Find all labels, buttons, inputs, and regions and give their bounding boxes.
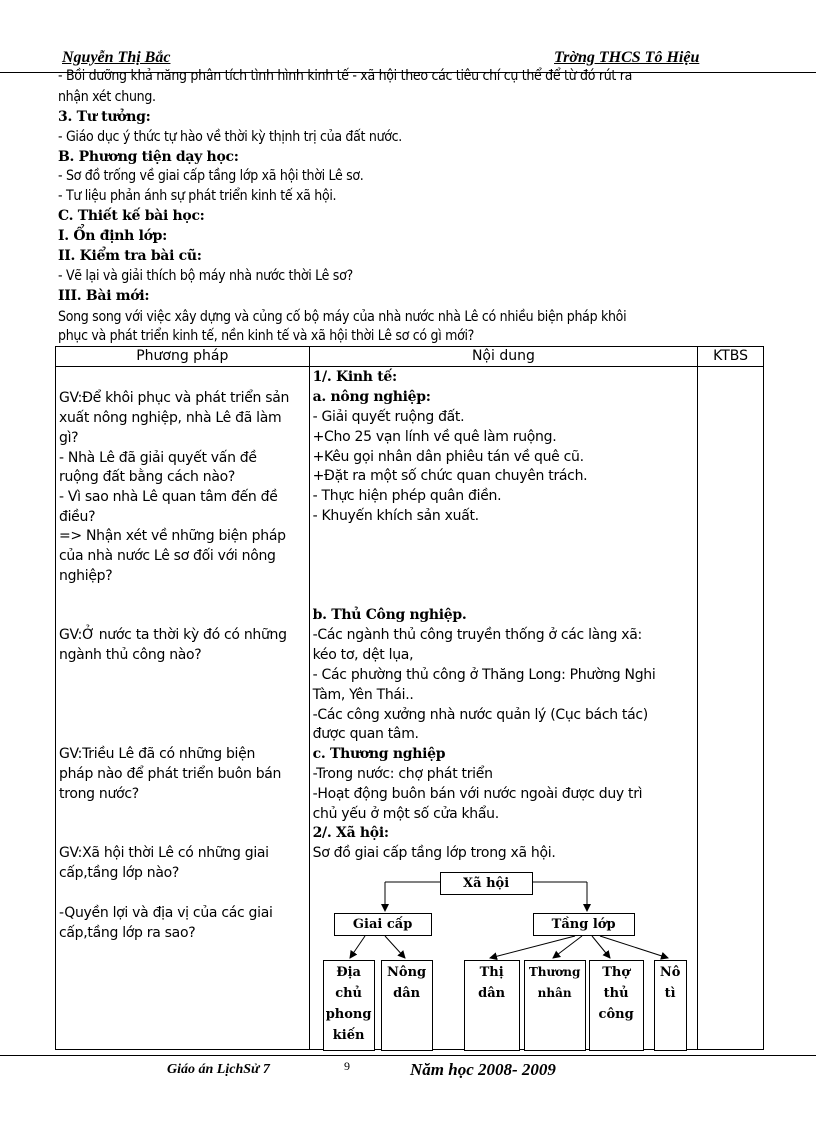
diagram-root-box: Xã hội — [440, 872, 533, 895]
footer-right: Năm học 2008- 2009 — [410, 1060, 556, 1079]
method-line: GV:Ở nước ta thời kỳ đó có những — [59, 627, 287, 643]
header-method: Phương pháp — [56, 347, 310, 367]
method-line: ruộng đất bằng cách nào? — [59, 469, 236, 485]
content-line: - Khuyến khích sản xuất. — [312, 508, 479, 524]
footer-left: Giáo án LịchSử 7 — [167, 1062, 270, 1077]
method-line: nghiệp? — [59, 568, 113, 584]
content-line: Sơ đồ giai cấp tầng lớp trong xã hội. — [312, 845, 556, 861]
method-line: pháp nào để phát triển buôn bán — [59, 766, 282, 782]
content-cell — [309, 367, 698, 1050]
content-line: Tàm, Yên Thái.. — [312, 687, 414, 703]
section-heading: 3. Tư tưởng: — [58, 109, 151, 125]
content-line: kéo tơ, dệt lụa, — [312, 647, 414, 663]
diagram-stratum-thuong-nhan: Thương nhân — [524, 960, 586, 1051]
method-line: - Vì sao nhà Lê quan tâm đến đề — [59, 489, 278, 505]
method-line: - Nhà Lê đã giải quyết vấn đề — [59, 450, 257, 466]
content-heading: b. Thủ Công nghiệp. — [312, 607, 467, 623]
content-line: - Giải quyết ruộng đất. — [312, 409, 465, 425]
section-heading: III. Bài mới: — [58, 288, 150, 304]
diagram-stratum-tho-thu-cong: Thợ thủ công — [589, 960, 644, 1051]
content-line: +Đặt ra một số chức quan chuyên trách. — [312, 468, 588, 484]
footer-rule — [0, 1055, 816, 1056]
intro-line: nhận xét chung. — [58, 89, 156, 105]
method-line: cấp,tầng lớp ra sao? — [59, 925, 196, 941]
section-heading: B. Phương tiện dạy học: — [58, 149, 239, 165]
content-line: +Cho 25 vạn lính về quê làm ruộng. — [312, 429, 557, 445]
method-line: điều? — [59, 509, 96, 525]
content-line: chủ yếu ở một số cửa khẩu. — [312, 806, 499, 822]
intro-line: - Sơ đồ trống về giai cấp tầng lớp xã hội thời Lê sơ. — [58, 168, 364, 184]
diagram-class-nong-dan: Nông dân — [381, 960, 433, 1051]
method-line: của nhà nước Lê sơ đối với nông — [59, 548, 276, 564]
diagram-class-dia-chu: Địa chủ phong kiến — [323, 960, 375, 1051]
method-cell — [56, 367, 310, 1050]
lesson-table — [55, 346, 764, 1050]
content-line: -Các công xưởng nhà nước quản lý (Cục bách tác) — [312, 707, 648, 723]
intro-line: - Vẽ lại và giải thích bộ máy nhà nước thời Lê sơ? — [58, 268, 353, 284]
ktbs-cell — [698, 367, 764, 1050]
content-line: - Thực hiện phép quân điền. — [312, 488, 502, 504]
diagram-group-giai-cap: Giai cấp — [334, 913, 432, 936]
diagram-group-tang-lop: Tầng lớp — [533, 913, 635, 936]
header-school: Trờng THCS Tô Hiệu — [554, 49, 700, 66]
content-heading: 1/. Kinh tế: — [312, 369, 397, 385]
method-line: gì? — [59, 430, 79, 446]
content-line: -Trong nước: chợ phát triển — [312, 766, 493, 782]
header-author: Nguyễn Thị Bắc — [62, 49, 171, 66]
method-line: trong nước? — [59, 786, 139, 802]
method-line: GV:Để khôi phục và phát triển sản — [59, 390, 290, 406]
section-heading: II. Kiểm tra bài cũ: — [58, 248, 202, 264]
footer-page-number: 9 — [344, 1059, 350, 1073]
method-line: cấp,tầng lớp nào? — [59, 865, 180, 881]
method-line: xuất nông nghiệp, nhà Lê đã làm — [59, 410, 282, 426]
content-line: -Các ngành thủ công truyền thống ở các làng xã: — [312, 627, 642, 643]
method-line: GV:Triều Lê đã có những biện — [59, 746, 256, 762]
intro-line: - Tư liệu phản ánh sự phát triển kinh tế xã hội. — [58, 188, 337, 204]
method-line: -Quyền lợi và địa vị của các giai — [59, 905, 273, 921]
method-line: GV:Xã hội thời Lê có những giai — [59, 845, 269, 861]
section-heading: I. Ổn định lớp: — [58, 228, 167, 244]
header-content: Nội dung — [309, 347, 698, 367]
intro-line: Song song với việc xây dựng và củng cố bộ máy của nhà nước nhà Lê có nhiều biện pháp khôi — [58, 309, 627, 325]
intro-line: - Bồi dưỡng khả năng phân tích tình hình kinh tế - xã hội theo các tiêu chí cụ thể để từ đó rút ra — [58, 68, 633, 84]
content-heading: a. nông nghiệp: — [312, 389, 431, 405]
method-line: => Nhận xét về những biện pháp — [59, 528, 286, 544]
method-line: ngành thủ công nào? — [59, 647, 202, 663]
header-ktbs: KTBS — [698, 347, 764, 367]
section-heading: C. Thiết kế bài học: — [58, 208, 205, 224]
diagram-stratum-thi-dan: Thị dân — [464, 960, 520, 1051]
intro-line: - Giáo dục ý thức tự hào về thời kỳ thịnh trị của đất nước. — [58, 129, 402, 145]
intro-line: phục và phát triển kinh tế, nền kinh tế và xã hội thời Lê sơ có gì mới? — [58, 328, 475, 344]
content-line: -Hoạt động buôn bán với nước ngoài được duy trì — [312, 786, 643, 802]
content-line: +Kêu gọi nhân dân phiêu tán về quê cũ. — [312, 449, 584, 465]
content-heading: c. Thương nghiệp — [312, 746, 446, 762]
content-heading: 2/. Xã hội: — [312, 825, 389, 841]
content-line: - Các phường thủ công ở Thăng Long: Phường Nghi — [312, 667, 656, 683]
content-line: được quan tâm. — [312, 726, 419, 742]
diagram-stratum-no-ti: Nô tì — [654, 960, 687, 1051]
